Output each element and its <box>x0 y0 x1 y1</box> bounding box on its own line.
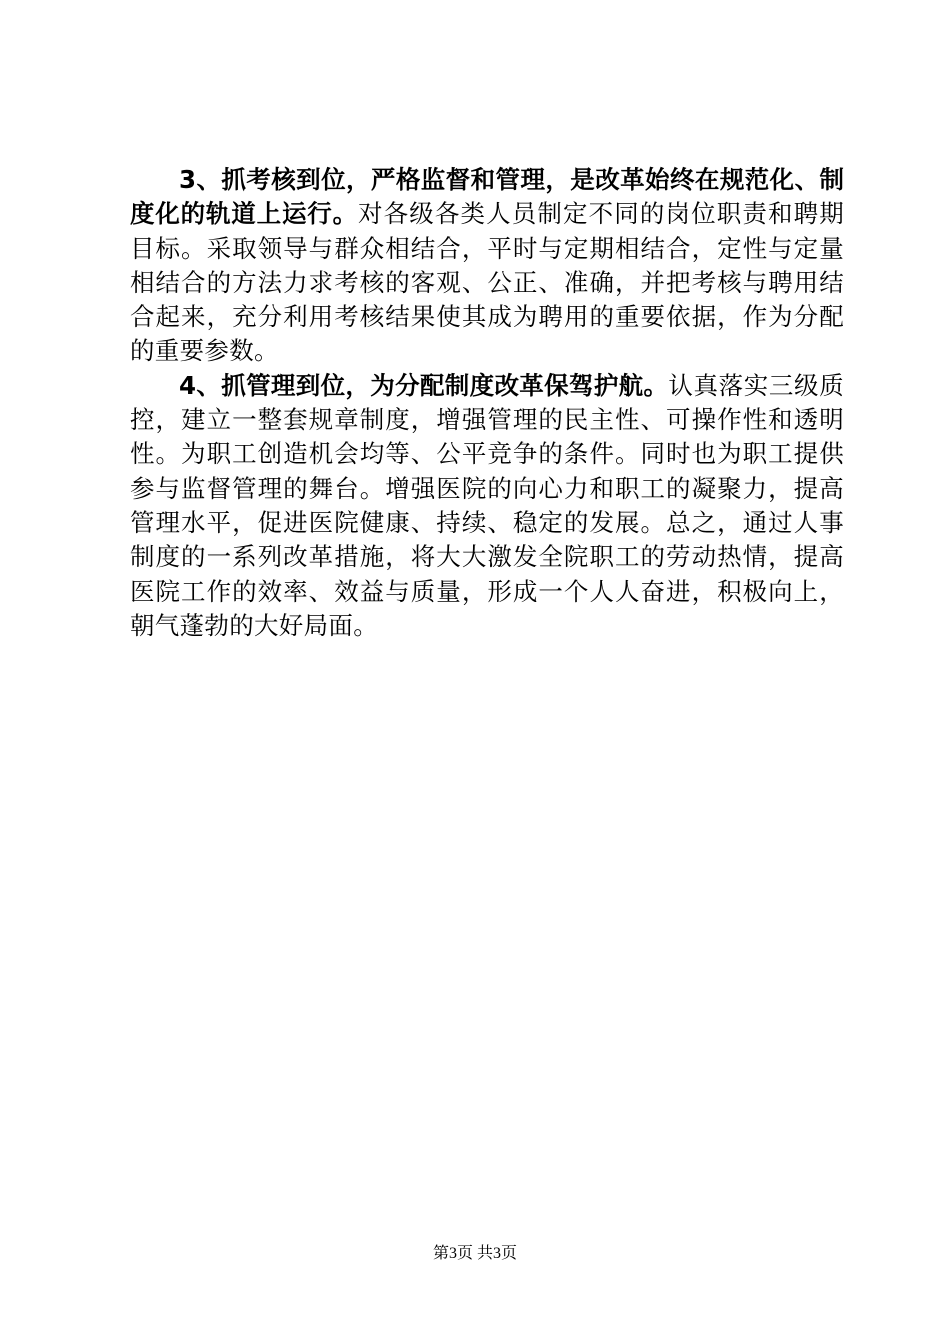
paragraph-heading: 4、抓管理到位，为分配制度改革保驾护航。 <box>179 370 669 400</box>
document-body <box>130 163 844 643</box>
paragraph-heading: 3、抓考核到位，严格监督和管理，是改革始终在规范化、制度化的轨道上运行。 <box>130 165 844 229</box>
paragraph-assessment <box>130 163 844 369</box>
page-number-footer: 第3页 共3页 <box>432 1245 517 1262</box>
paragraph-text: 认真落实三级质控，建立一整套规章制度，增强管理的民主性、可操作性和透明性。为职工创造机会均等、公平竞争的条件。同时也为职工提供参与监督管理的舞台。增强医院的向心力和职工的凝聚力，提高管理水平，促进医院健康、持续、稳定的发展。总之，通过人事制度的一系列改革措施，将大大激发全院职工的劳动热情，提高医院工作的效率、效益与质量，形成一个人人奋进，积极向上，朝气蓬勃的大好局面。 <box>130 370 844 640</box>
paragraph-management <box>130 369 844 643</box>
paragraph-text: 对各级各类人员制定不同的岗位职责和聘期目标。采取领导与群众相结合，平时与定期相结合，定性与定量相结合的方法力求考核的客观、公正、准确，并把考核与聘用结合起来，充分利用考核结果使其成为聘用的重要依据，作为分配的重要参数。 <box>130 199 844 366</box>
